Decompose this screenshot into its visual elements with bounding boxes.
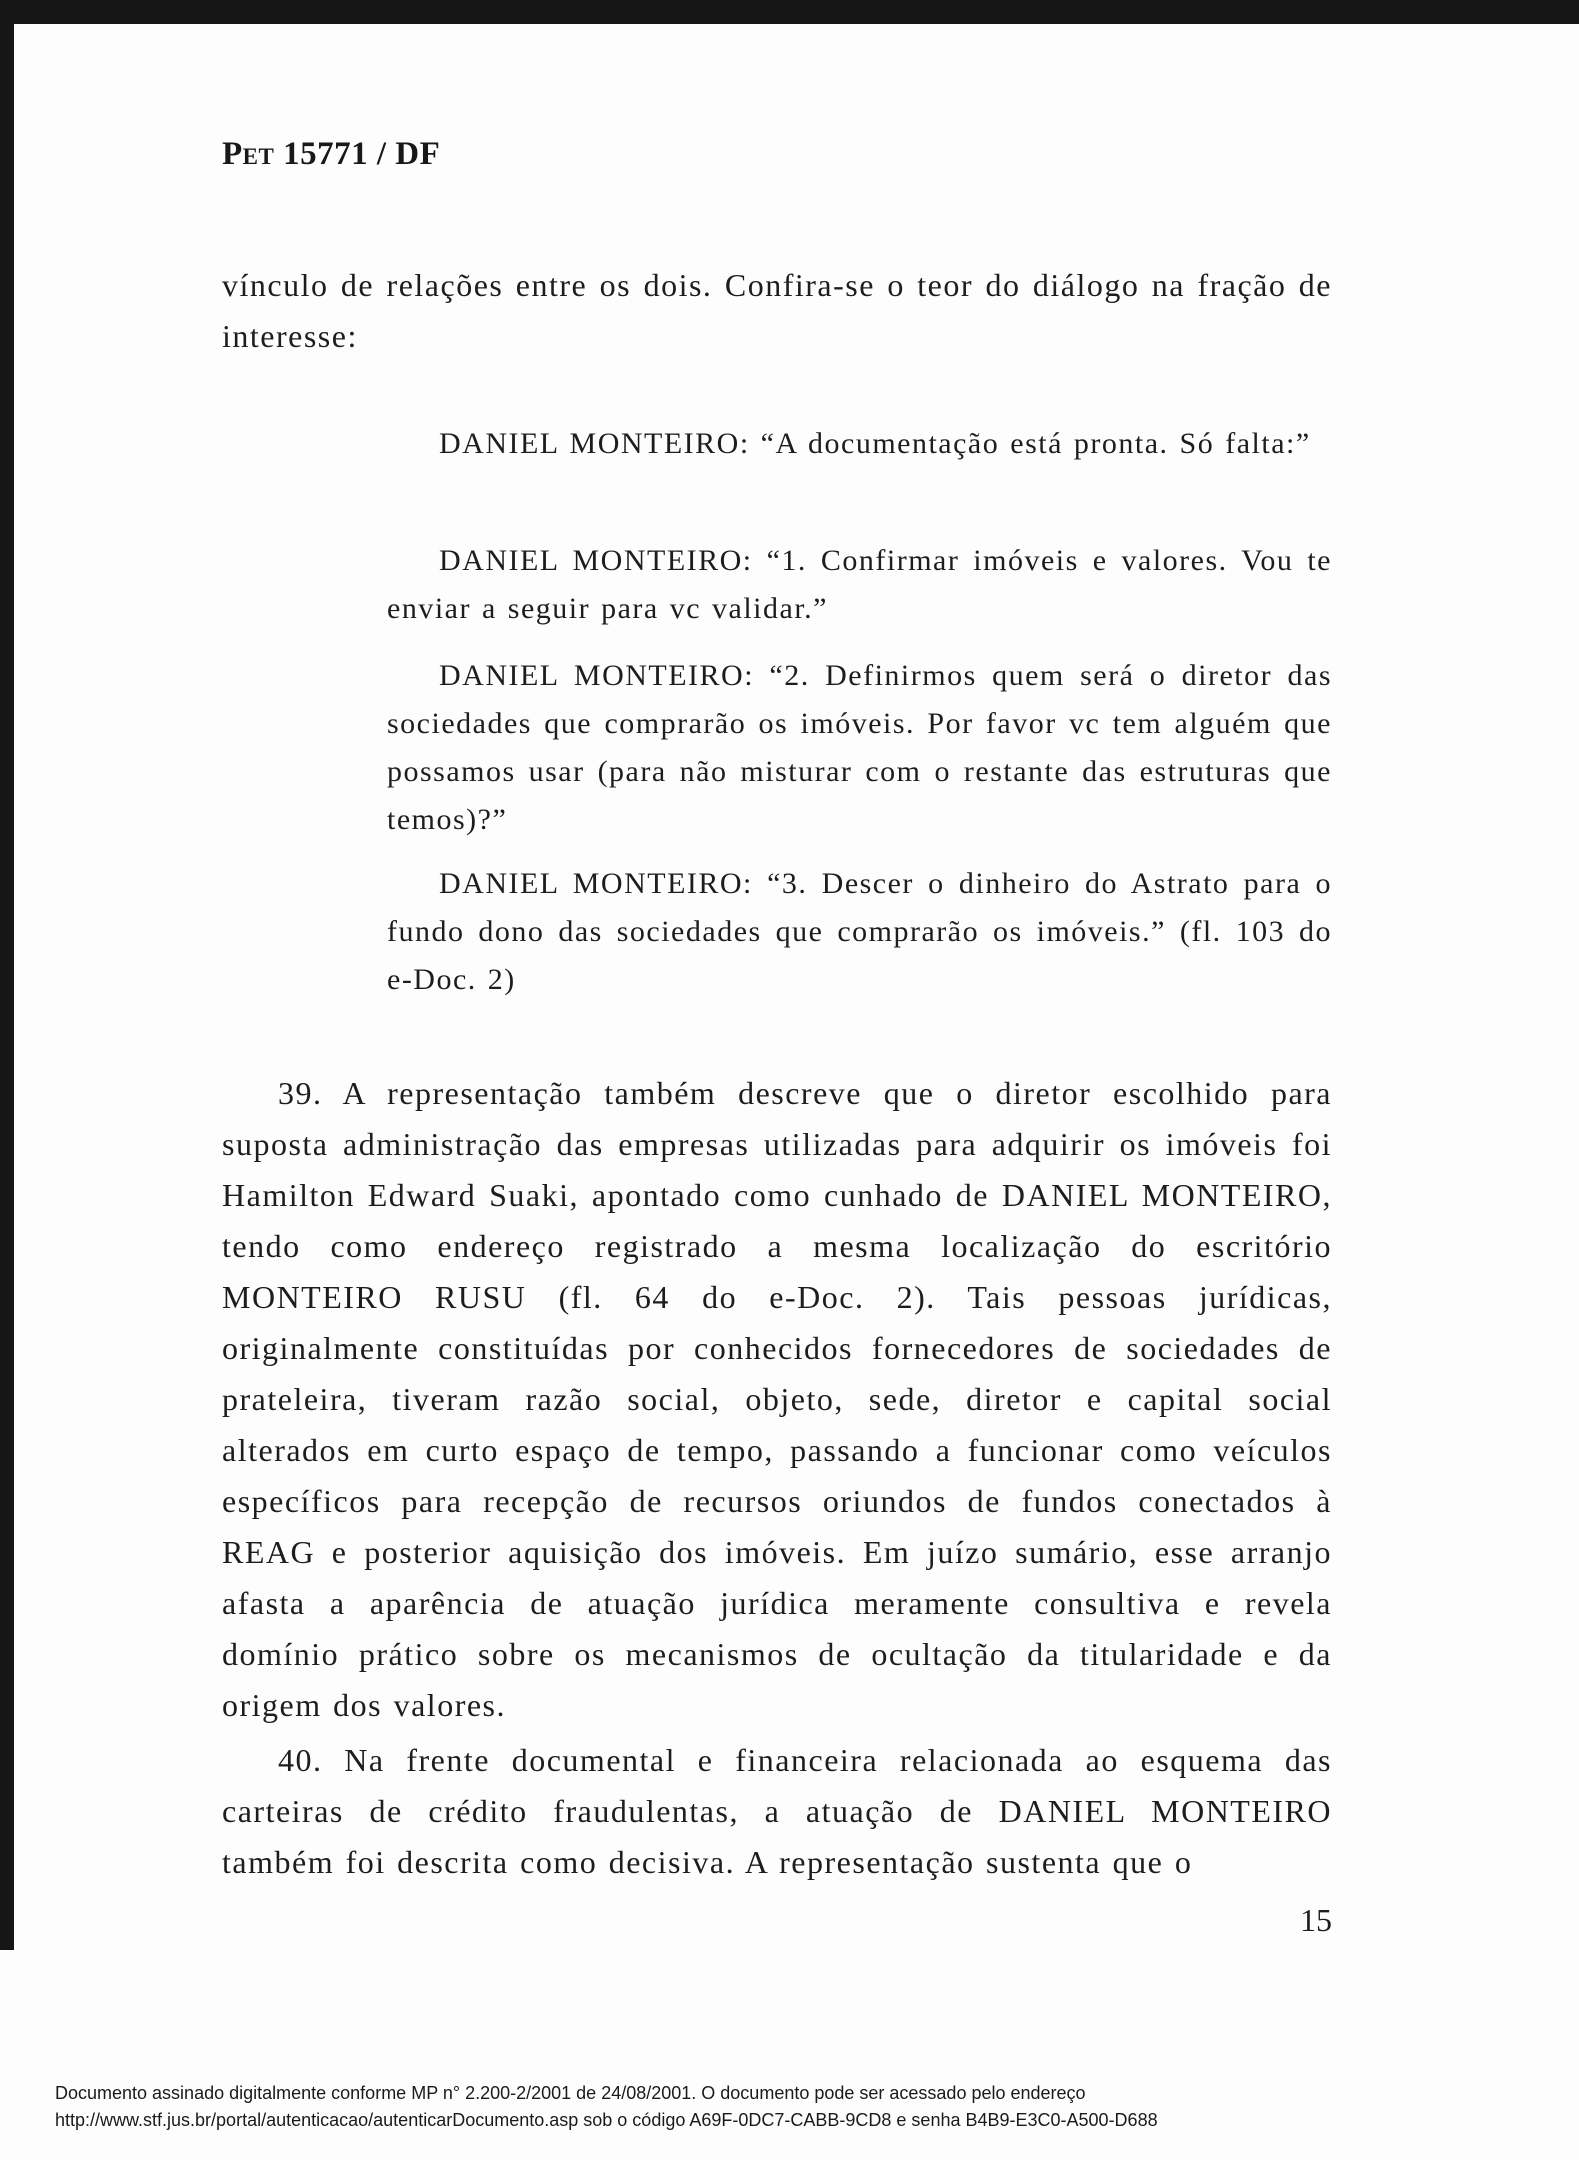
body-paragraph-40: 40. Na frente documental e financeira relacionada ao esquema das carteiras de crédito fraudulentas, a atuação de DANIEL MONTEIRO também foi descrita como decisiva. A representação sustenta que o (222, 1742, 1332, 1880)
quote-block-4: DANIEL MONTEIRO: “3. Descer o dinheiro do Astrato para o fundo dono das sociedades que comprarão os imóveis.” (fl. 103 do e-Doc. 2) (387, 867, 1332, 996)
page-number: 15 (1300, 1902, 1332, 1938)
document-page (222, 0, 1332, 2160)
scan-border-left (0, 0, 14, 1950)
body-paragraph-39: 39. A representação também descreve que o diretor escolhido para suposta administração das empresas utilizadas para adquirir os imóveis foi Hamilton Edward Suaki, apontado como cunhado de DANIEL MONTEIRO, tendo como endereço registrado a mesma localização do escritório MONTEIRO RUSU (fl. 64 do e-Doc. 2). Tais pessoas jurídicas, originalmente constituídas por conhecidos fornecedores de sociedades de prateleira, tiveram razão social, objeto, sede, diretor e capital social alterados em curto espaço de tempo, passando a funcionar como veículos específicos para recepção de recursos oriundos de fundos conectados à REAG e posterior aquisição dos imóveis. Em juízo sumário, esse arranjo afasta a aparência de atuação jurídica meramente consultiva e revela domínio prático sobre os mecanismos de ocultação da titularidade e da origem dos valores. (222, 1075, 1332, 1723)
intro-paragraph: vínculo de relações entre os dois. Confira-se o teor do diálogo na fração de interesse: (222, 267, 1332, 354)
footer-line-1: Documento assinado digitalmente conforme MP n° 2.200-2/2001 de 24/08/2001. O documento pode ser acessado pelo endereço (55, 2083, 1086, 2103)
quote-block-1: DANIEL MONTEIRO: “A documentação está pronta. Só falta:” (439, 427, 1311, 460)
case-header: Pet 15771 / DF (222, 136, 441, 172)
footer-line-2: http://www.stf.jus.br/portal/autenticacao/autenticarDocumento.asp sob o código A69F-0DC7-CABB-9CD8 e senha B4B9-E3C0-A500-D688 (55, 2110, 1158, 2130)
quote-block-2: DANIEL MONTEIRO: “1. Confirmar imóveis e valores. Vou te enviar a seguir para vc validar.” (387, 544, 1332, 625)
quote-block-3: DANIEL MONTEIRO: “2. Definirmos quem será o diretor das sociedades que comprarão os imóveis. Por favor vc tem alguém que possamos usar (para não misturar com o restante das estruturas que temos)?” (387, 659, 1332, 836)
signature-footer (55, 2080, 1515, 2134)
